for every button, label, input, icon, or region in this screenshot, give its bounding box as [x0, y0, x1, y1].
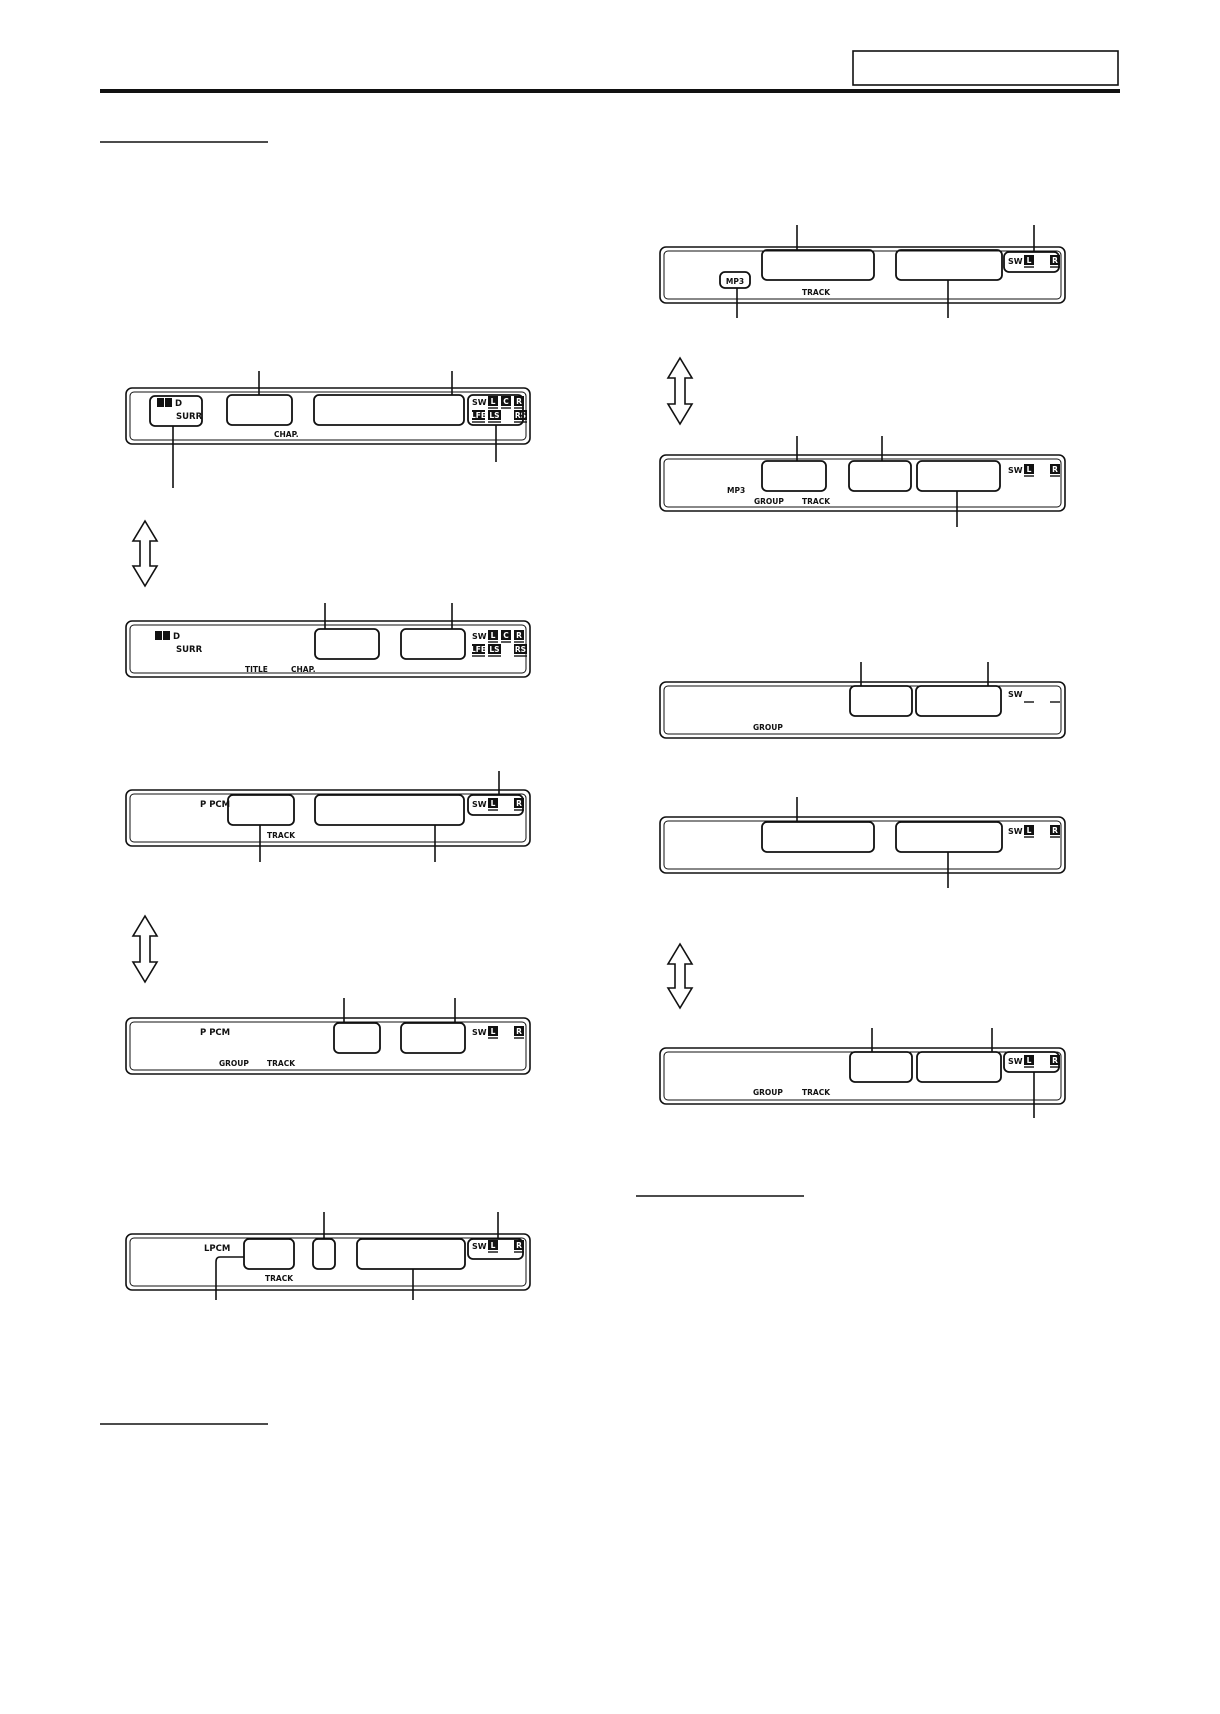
segment-area [896, 822, 1002, 852]
p-pcm-indicator: P PCM [200, 1028, 231, 1038]
segment-area [313, 1239, 335, 1269]
toggle-arrow-icon [668, 944, 692, 1008]
dolby-d-label: D [173, 632, 181, 642]
segment-area [334, 1023, 380, 1053]
mp3-indicator: MP3 [727, 486, 746, 495]
toggle-arrow-icon [133, 916, 157, 982]
sw-indicator: SW [472, 632, 487, 641]
chap-indicator: CHAP. [274, 430, 299, 439]
channel-rs-indicator: RS [514, 645, 527, 654]
channel-l-indicator: L [490, 799, 496, 808]
sw-indicator: SW [1008, 1057, 1023, 1066]
segment-area [357, 1239, 465, 1269]
display-panel-inner [130, 1238, 526, 1286]
segment-area [896, 250, 1002, 280]
segment-area [401, 1023, 465, 1053]
channel-r-indicator: R [516, 1241, 522, 1250]
display-panel [660, 682, 1065, 738]
segment-area [916, 686, 1001, 716]
channel-ls-indicator: LS [489, 411, 500, 420]
sw-indicator: SW [472, 398, 487, 407]
channel-ls-indicator: LS [489, 645, 500, 654]
track-indicator: TRACK [802, 1088, 831, 1097]
segment-area [315, 795, 464, 825]
dolby-logo-right [163, 631, 170, 640]
channel-r-indicator: R [1052, 826, 1058, 835]
channel-lfe-indicator: LFE [470, 411, 487, 420]
title-indicator: TITLE [245, 665, 268, 674]
surr-indicator: SURR [176, 412, 203, 422]
segment-area [762, 822, 874, 852]
display-panel [126, 1018, 530, 1074]
channel-l-indicator: L [1026, 256, 1032, 265]
group-indicator: GROUP [219, 1059, 249, 1068]
channel-l-indicator: L [1026, 826, 1032, 835]
segment-area [314, 395, 464, 425]
dolby-d-label: D [175, 399, 183, 409]
track-indicator: TRACK [267, 831, 296, 840]
toggle-arrow-icon [668, 358, 692, 424]
channel-r-indicator: R [516, 1027, 522, 1036]
display-panel [126, 790, 530, 846]
sw-indicator: SW [472, 800, 487, 809]
segment-area [228, 795, 294, 825]
sw-indicator: SW [472, 1242, 487, 1251]
group-indicator: GROUP [753, 1088, 783, 1097]
channel-c-indicator: C [503, 397, 509, 406]
segment-area [917, 1052, 1001, 1082]
dolby-logo-left [155, 631, 162, 640]
header-rule [100, 89, 1120, 93]
segment-area [917, 461, 1000, 491]
display-panel [126, 1234, 530, 1290]
channel-r-indicator: R [1052, 1056, 1058, 1065]
dolby-logo-right [165, 398, 172, 407]
segment-area [244, 1239, 294, 1269]
segment-area [401, 629, 465, 659]
group-indicator: GROUP [754, 497, 784, 506]
lpcm-indicator: LPCM [204, 1244, 231, 1254]
segment-area [850, 1052, 912, 1082]
channel-l-indicator: L [1026, 1056, 1032, 1065]
chap-indicator: CHAP. [291, 665, 316, 674]
sw-indicator: SW [1008, 257, 1023, 266]
channel-c-indicator: C [503, 631, 509, 640]
display-panel [660, 817, 1065, 873]
segment-area [849, 461, 911, 491]
p-pcm-indicator: P PCM [200, 800, 231, 810]
channel-r-indicator: R [516, 799, 522, 808]
toggle-arrow-icon [133, 521, 157, 586]
sw-indicator: SW [472, 1028, 487, 1037]
channel-l-indicator: L [490, 1241, 496, 1250]
track-indicator: TRACK [267, 1059, 296, 1068]
channel-l-indicator: L [1026, 465, 1032, 474]
channel-r-indicator: R [516, 397, 522, 406]
channel-l-indicator: L [490, 631, 496, 640]
callout-line [216, 1257, 244, 1300]
display-panel-inner [130, 794, 526, 842]
segment-area [762, 250, 874, 280]
channel-rs-indicator: RS [514, 411, 527, 420]
display-panel [660, 455, 1065, 511]
channel-r-indicator: R [1052, 256, 1058, 265]
channel-r-indicator: R [1052, 465, 1058, 474]
segment-area [850, 686, 912, 716]
dolby-logo-left [157, 398, 164, 407]
mp3-indicator: MP3 [725, 277, 745, 286]
track-indicator: TRACK [802, 288, 831, 297]
header-box-outline [853, 51, 1118, 85]
channel-r-indicator: R [516, 631, 522, 640]
sw-indicator: SW [1008, 466, 1023, 475]
segment-area [315, 629, 379, 659]
channel-l-indicator: L [490, 397, 496, 406]
segment-area [227, 395, 292, 425]
segment-area [762, 461, 826, 491]
track-indicator: TRACK [265, 1274, 294, 1283]
sw-indicator: SW [1008, 827, 1023, 836]
track-indicator: TRACK [802, 497, 831, 506]
display-panel-inner [130, 1022, 526, 1070]
sw-indicator: SW [1008, 690, 1023, 699]
channel-l-indicator: L [490, 1027, 496, 1036]
channel-lfe-indicator: LFE [470, 645, 487, 654]
display-panel-inner [664, 459, 1061, 507]
group-indicator: GROUP [753, 723, 783, 732]
surr-indicator: SURR [176, 645, 203, 655]
